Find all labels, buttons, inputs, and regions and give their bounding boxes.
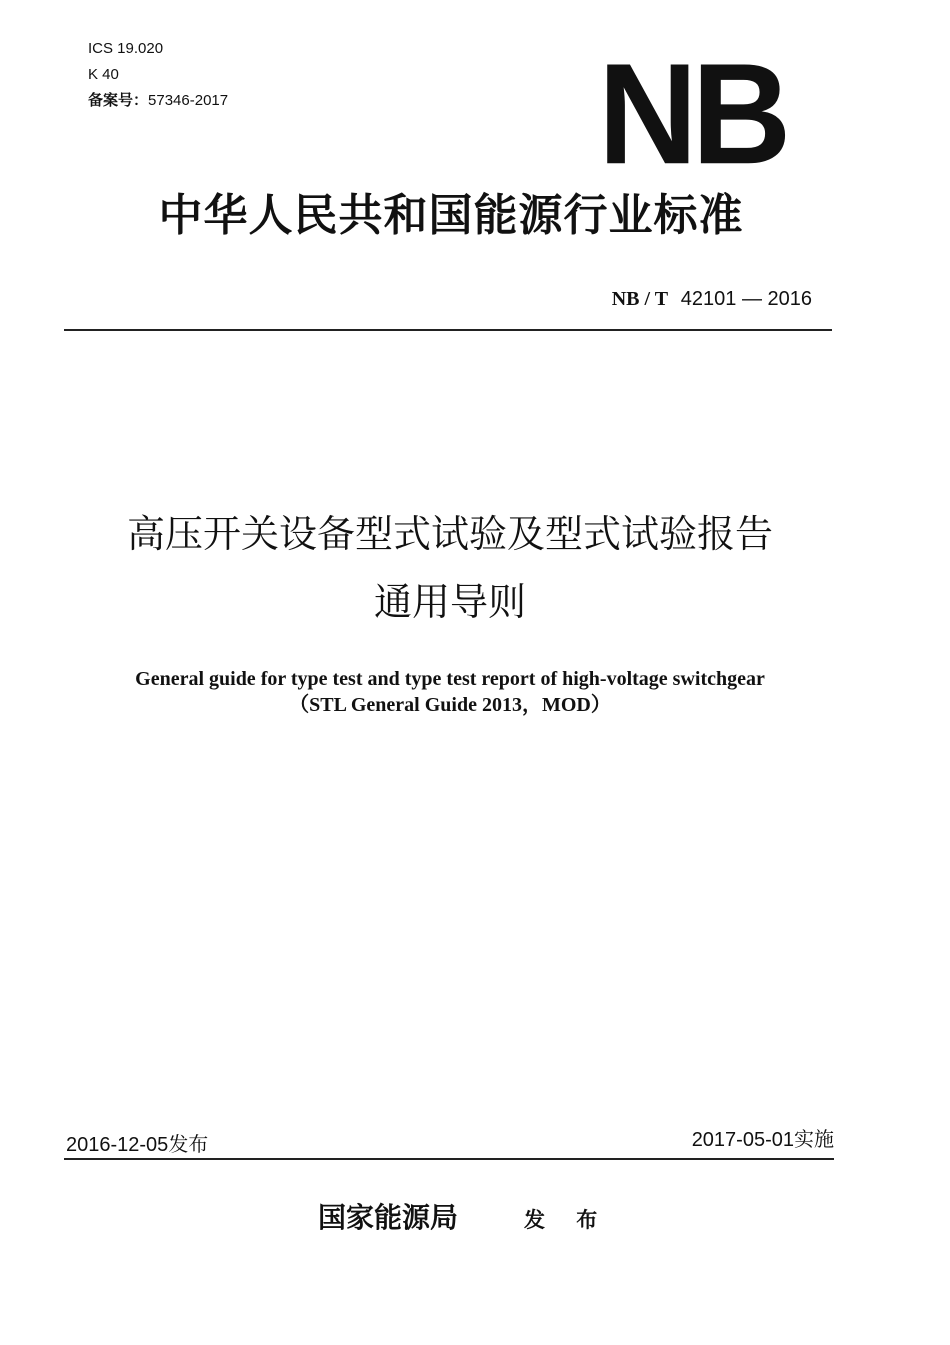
publish-label: 发 布	[524, 1208, 610, 1232]
ics-code: ICS 19.020	[88, 40, 164, 57]
standard-prefix: NB / T	[611, 288, 669, 310]
classification-code: K 40	[88, 66, 119, 83]
chinese-title-line-2: 通用导则	[373, 580, 526, 624]
english-title-line-2: （STL General Guide 2013，MOD）	[289, 694, 611, 716]
filing-number	[88, 91, 228, 110]
issue-date-value: 2016-12-05	[66, 1134, 169, 1156]
nb-logo: NB	[598, 34, 786, 195]
publisher-name: 国家能源局	[318, 1201, 459, 1234]
standard-code: 42101 — 2016	[680, 288, 812, 310]
top-divider	[64, 329, 832, 331]
chinese-title-line-1: 高压开关设备型式试验及型式试验报告	[126, 512, 773, 556]
filing-label: 备案号：	[88, 91, 149, 109]
filing-value: 57346-2017	[148, 92, 229, 109]
implementation-date	[692, 1126, 834, 1153]
issue-date	[66, 1131, 208, 1158]
issuing-authority-title: 中华人民共和国能源行业标准	[158, 190, 744, 241]
bottom-divider	[64, 1158, 834, 1160]
english-title-line-1: General guide for type test and type test report of high-voltage switchgear	[135, 668, 765, 690]
implementation-date-value: 2017-05-01	[691, 1129, 794, 1151]
implementation-date-label: 实施	[794, 1127, 834, 1151]
issue-date-label: 发布	[168, 1132, 209, 1156]
standard-number	[612, 286, 812, 311]
